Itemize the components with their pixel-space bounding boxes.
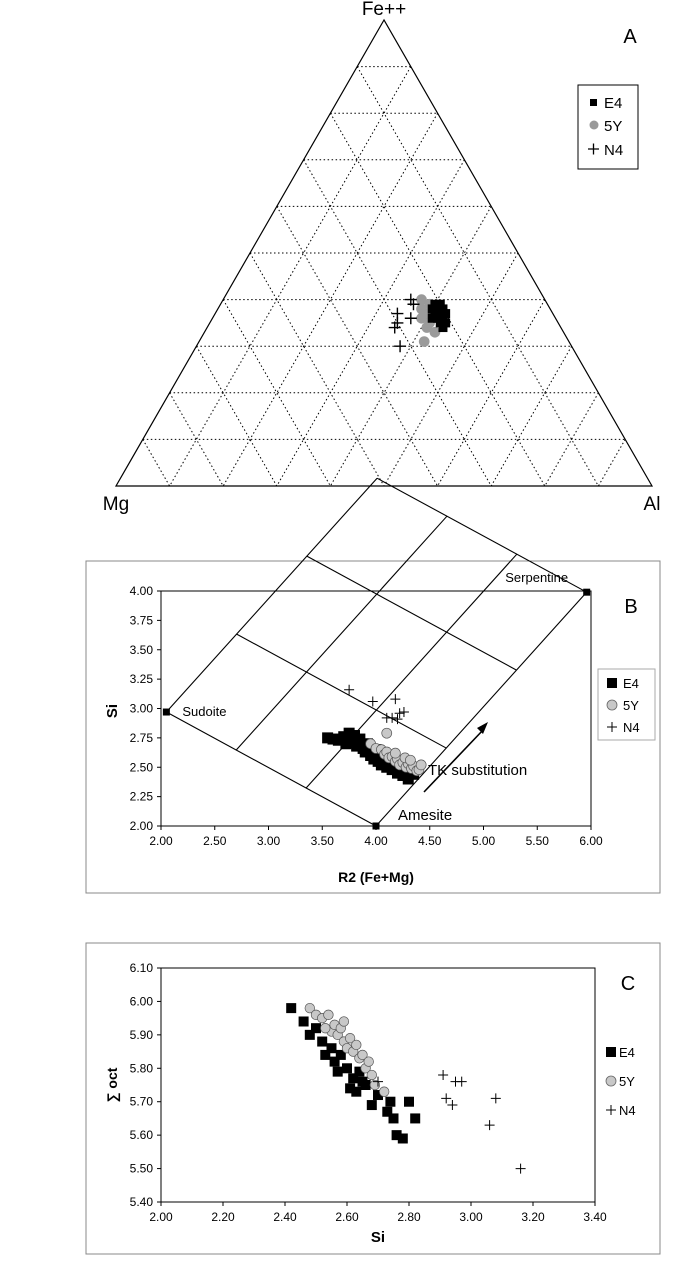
legend-b-label-e4: E4	[623, 676, 639, 691]
legend-c-marker-e4	[606, 1047, 616, 1057]
x-tick-label: 2.00	[149, 834, 173, 848]
x-tick-label: 3.20	[521, 1210, 545, 1224]
x-tick-label: 4.50	[418, 834, 442, 848]
x-tick-label: 3.00	[459, 1210, 483, 1224]
scatter-point-5y	[364, 1057, 374, 1067]
scatter-point-n4	[390, 694, 400, 704]
ternary-vertex-right: Al	[643, 494, 661, 515]
scatter-point-n4	[516, 1164, 526, 1174]
legend-c-marker-5y	[606, 1076, 616, 1086]
x-tick-label: 2.80	[397, 1210, 421, 1224]
legend-b-marker-e4	[607, 678, 617, 688]
y-tick-label: 5.60	[129, 1128, 153, 1143]
tk-arrow-head	[477, 722, 488, 734]
panel-label-c: C	[620, 973, 636, 995]
scatter-point-n4	[393, 714, 403, 724]
scatter-point-e4	[333, 1067, 343, 1077]
y-axis-title-b: Si	[104, 703, 121, 719]
scatter-point-n4	[491, 1093, 501, 1103]
scatter-point-e4	[299, 1016, 309, 1026]
ternary-point-e4	[428, 314, 437, 323]
ternary-point-e4	[441, 309, 450, 318]
ternary-points	[389, 294, 450, 353]
y-tick-label: 4.00	[129, 584, 153, 598]
x-tick-label: 2.20	[211, 1210, 235, 1224]
x-tick-label: 3.40	[583, 1210, 607, 1224]
y-tick-label: 6.10	[129, 961, 153, 975]
y-tick-label: 3.25	[129, 672, 153, 687]
end-member-label: Sudoite	[182, 704, 227, 720]
tk-arrow	[424, 729, 484, 792]
x-tick-label: 3.50	[310, 834, 334, 848]
scatter-point-e4	[342, 1063, 352, 1073]
compositional-gridline	[307, 556, 517, 670]
scatter-point-e4	[361, 1080, 371, 1090]
scatter-point-n4	[441, 1093, 451, 1103]
scatter-point-5y	[339, 1017, 349, 1027]
scatter-point-e4	[385, 1097, 395, 1107]
scatter-point-e4	[317, 1037, 327, 1047]
legend-b-label-n4: N4	[623, 720, 640, 735]
scatter-points-c	[286, 1003, 525, 1173]
compositional-gridline	[166, 478, 377, 712]
legend-a-label-n4: N4	[604, 142, 624, 159]
ternary-gridline	[143, 439, 170, 486]
ternary-point-5y	[419, 337, 429, 347]
compositional-gridline	[376, 592, 587, 826]
scatter-point-5y	[352, 1040, 362, 1050]
scatter-point-5y	[405, 755, 415, 765]
scatter-point-5y	[324, 1010, 334, 1020]
ternary-gridline	[598, 439, 625, 486]
y-tick-label: 5.80	[129, 1061, 153, 1076]
scatter-point-5y	[416, 760, 426, 770]
panel-label-a: A	[623, 26, 637, 48]
y-tick-label: 2.00	[129, 819, 153, 833]
legend-c	[606, 1045, 636, 1118]
ternary-point-e4	[441, 318, 450, 327]
legend-c-label-n4: N4	[619, 1103, 636, 1118]
scatter-point-n4	[368, 696, 378, 706]
scatter-point-n4	[447, 1100, 457, 1110]
y-tick-label: 3.75	[129, 613, 153, 628]
legend-c-marker-n4	[606, 1105, 616, 1115]
scatter-point-e4	[327, 1043, 337, 1053]
legend-b-marker-5y	[607, 700, 617, 710]
ternary-gridline	[357, 67, 598, 486]
scatter-points-b	[322, 685, 426, 785]
legend-a-marker-5y	[590, 121, 599, 130]
scatter-point-e4	[286, 1003, 296, 1013]
legend-a	[578, 85, 638, 169]
legend-c-label-e4: E4	[619, 1045, 635, 1060]
legend-a-label-5y: 5Y	[604, 118, 623, 135]
x-tick-label: 5.00	[471, 834, 496, 848]
scatter-point-e4	[311, 1023, 321, 1033]
compositional-gridline	[306, 554, 517, 788]
scatter-point-5y	[390, 748, 400, 758]
scatter-panel-b	[86, 478, 660, 893]
y-tick-label: 2.75	[129, 730, 153, 745]
ternary-vertex-left: Mg	[102, 494, 130, 515]
ternary-point-e4	[428, 304, 437, 313]
scatter-point-e4	[389, 1113, 399, 1123]
scatter-point-5y	[382, 728, 392, 738]
compositional-gridline	[236, 516, 447, 750]
x-tick-label: 2.00	[149, 1210, 173, 1224]
x-tick-label: 2.60	[335, 1210, 359, 1224]
scatter-point-n4	[395, 708, 405, 718]
end-member-label: Serpentine	[505, 570, 569, 586]
scatter-point-e4	[351, 1087, 361, 1097]
end-member-label: Amesite	[398, 807, 453, 824]
end-member-marker	[373, 823, 380, 830]
ternary-gridline	[250, 253, 384, 486]
scatter-point-n4	[457, 1077, 467, 1087]
x-axis-title-b: R2 (Fe+Mg)	[338, 869, 414, 885]
scatter-point-e4	[404, 1097, 414, 1107]
ternary-point-5y	[430, 327, 440, 337]
y-axis-title-c: ∑ oct	[104, 1067, 120, 1103]
ternary-gridline	[384, 253, 518, 486]
end-member-marker	[583, 589, 590, 596]
y-tick-label: 5.70	[129, 1094, 153, 1109]
ternary-grid	[143, 67, 625, 486]
ternary-point-n4	[394, 340, 406, 352]
scatter-point-n4	[399, 707, 409, 717]
scatter-point-n4	[485, 1120, 495, 1130]
legend-b	[598, 669, 655, 740]
ternary-panel-a	[103, 0, 661, 515]
x-tick-label: 2.50	[203, 834, 227, 848]
compositional-gridline	[237, 634, 447, 748]
x-tick-label: 5.50	[525, 834, 549, 848]
x-tick-label: 4.00	[364, 834, 388, 848]
x-tick-label: 2.40	[273, 1210, 297, 1224]
y-tick-label: 5.40	[129, 1195, 153, 1209]
end-member-marker	[163, 709, 170, 716]
legend-a-marker-e4	[590, 99, 597, 106]
legend-c-label-5y: 5Y	[619, 1074, 635, 1089]
x-tick-label: 3.00	[256, 834, 281, 848]
scatter-point-n4	[387, 713, 397, 723]
ternary-outline	[116, 20, 652, 486]
ternary-gridline	[196, 346, 276, 486]
scatter-panel-c	[86, 943, 660, 1254]
scatter-point-5y	[367, 1070, 377, 1080]
ternary-point-n4	[405, 312, 417, 324]
scatter-point-n4	[438, 1070, 448, 1080]
scatter-point-5y	[379, 1087, 389, 1097]
ternary-gridline	[170, 67, 411, 486]
y-tick-label: 3.50	[129, 642, 153, 657]
y-tick-label: 2.25	[129, 789, 153, 804]
scatter-point-e4	[367, 1100, 377, 1110]
y-tick-label: 2.50	[129, 760, 153, 775]
ternary-gridline	[491, 346, 571, 486]
y-tick-label: 5.50	[129, 1161, 153, 1176]
scatter-point-e4	[398, 1133, 408, 1143]
x-tick-label: 6.00	[579, 834, 603, 848]
x-axis-title-c: Si	[370, 1229, 386, 1246]
ternary-vertex-top: Fe++	[361, 0, 407, 20]
tk-annotation: TK substitution	[428, 762, 528, 779]
y-tick-label: 5.90	[129, 1027, 153, 1042]
legend-a-label-e4: E4	[604, 95, 623, 112]
scatter-point-e4	[410, 1113, 420, 1123]
axis-ticks-c	[130, 961, 607, 1224]
panel-label-b: B	[624, 596, 638, 618]
legend-b-label-5y: 5Y	[623, 698, 639, 713]
y-tick-label: 6.00	[129, 994, 153, 1009]
y-tick-label: 3.00	[129, 701, 153, 716]
scatter-point-5y	[321, 1023, 331, 1033]
